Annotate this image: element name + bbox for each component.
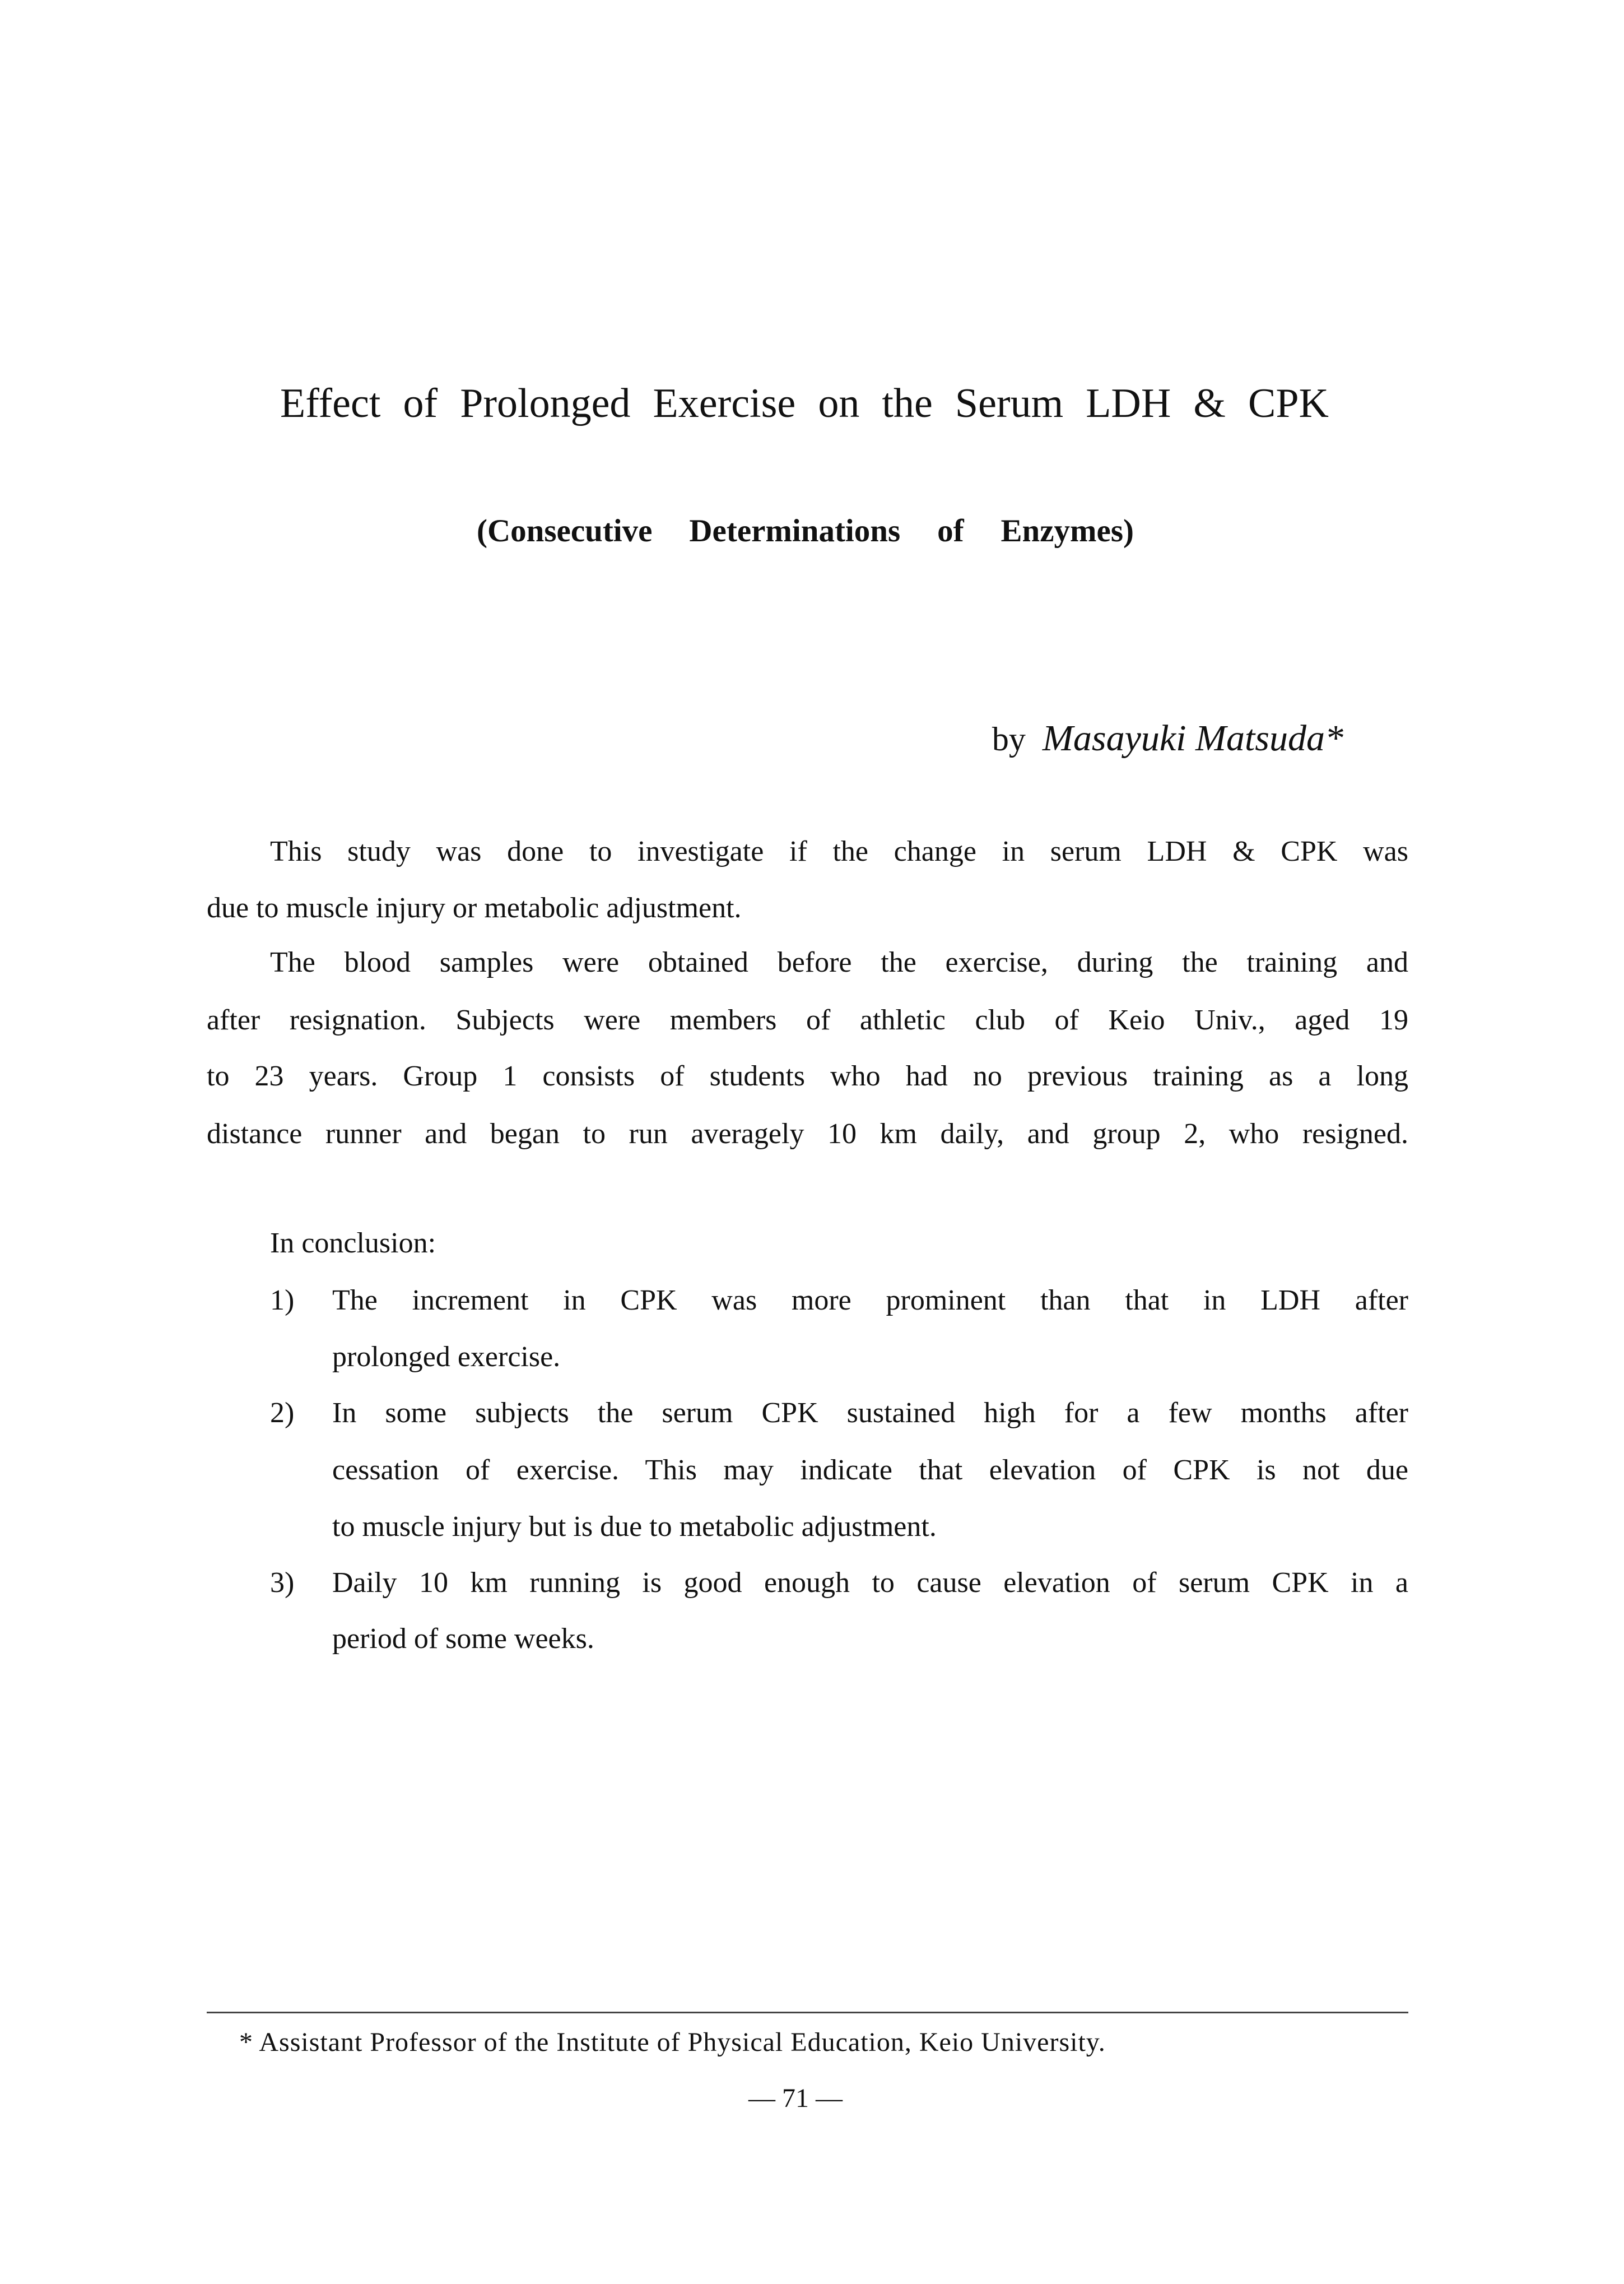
author-by: by	[992, 721, 1026, 758]
abstract-p2-line: after resignation. Subjects were members of athletic club of Keio Univ., aged 19	[207, 1004, 1408, 1036]
item-number: 2)	[270, 1397, 295, 1429]
footnote: * Assistant Professor of the Institute of Physical Education, Keio University.	[239, 2027, 1106, 2057]
author-name: Masayuki Matsuda*	[1042, 718, 1343, 759]
item-line: Daily 10 km running is good enough to cause elevation of serum CPK in a	[332, 1567, 1408, 1599]
item-line: The increment in CPK was more prominent than that in LDH after	[332, 1284, 1408, 1316]
item-number: 3)	[270, 1567, 295, 1599]
conclusion-heading: In conclusion:	[270, 1227, 436, 1259]
item-number: 1)	[270, 1284, 295, 1316]
item-line: prolonged exercise.	[332, 1341, 561, 1373]
abstract-p2-line: The blood samples were obtained before the exercise, during the training and	[270, 946, 1408, 978]
page-number: — 71 —	[748, 2083, 843, 2113]
item-line: In some subjects the serum CPK sustained high for a few months after	[332, 1397, 1408, 1429]
abstract-p1-line: due to muscle injury or metabolic adjustment.	[207, 892, 742, 924]
paper-title: Effect of Prolonged Exercise on the Serum LDH & CPK	[280, 380, 1329, 426]
footnote-divider	[207, 2012, 1408, 2013]
item-line: cessation of exercise. This may indicate that elevation of CPK is not due	[332, 1454, 1408, 1486]
item-line: period of some weeks.	[332, 1623, 594, 1655]
abstract-p1-line: This study was done to investigate if the change in serum LDH & CPK was	[270, 835, 1408, 867]
author-line	[992, 717, 1343, 760]
item-line: to muscle injury but is due to metabolic adjustment.	[332, 1511, 937, 1543]
paper-subtitle: (Consecutive Determinations of Enzymes)	[477, 513, 1134, 549]
abstract-p2-line: distance runner and began to run averagely 10 km daily, and group 2, who resigned.	[207, 1118, 1408, 1150]
abstract-p2-line: to 23 years. Group 1 consists of students who had no previous training as a long	[207, 1060, 1408, 1092]
